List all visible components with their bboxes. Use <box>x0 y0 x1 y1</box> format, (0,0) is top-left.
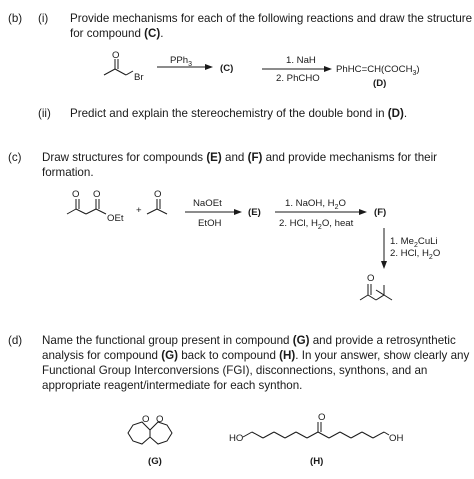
text: for compound <box>70 27 145 40</box>
subscript: 2 <box>334 203 339 211</box>
reagent-phcho: 2. PhCHO <box>276 73 320 84</box>
text: ) <box>416 64 420 75</box>
compound-d-ref: (D) <box>387 107 404 120</box>
compound-f-ref: (F) <box>247 151 263 164</box>
arrow-b1 <box>157 64 213 70</box>
spiroketal-structure <box>128 422 172 444</box>
compound-h-label: (H) <box>310 456 324 467</box>
spiroketal-o1: O <box>142 414 150 425</box>
ketoester-o1: O <box>72 189 80 200</box>
text: PPh <box>170 55 189 66</box>
ketoester-oet: OEt <box>107 213 124 224</box>
acetone-o: O <box>154 189 162 200</box>
subscript: 2 <box>317 223 322 231</box>
diol-ho: HO <box>229 433 244 444</box>
bromoketone-structure <box>104 59 133 75</box>
part-d-question-line3: Functional Group Interconversions (FGI), disconnections, synthons, and an <box>42 364 428 377</box>
spiroketal-o2: O <box>156 414 164 425</box>
text: 1. Me <box>390 236 414 247</box>
part-c-question-line2: formation. <box>42 166 94 179</box>
compound-g-label: (G) <box>148 456 162 467</box>
plus-sign: + <box>136 205 142 216</box>
compound-d-label: (D) <box>373 78 387 89</box>
ketoester-o2: O <box>93 189 101 200</box>
conjugate-addition-product-o: O <box>367 273 375 284</box>
part-c-label: (c) <box>8 151 22 164</box>
bromoketone-o: O <box>112 50 120 61</box>
reagent-naoet: NaOEt <box>193 198 222 209</box>
compound-c-label: (C) <box>220 63 234 74</box>
text: and provide mechanisms for their <box>262 151 438 164</box>
arrow-b2 <box>262 66 332 72</box>
part-d-label: (d) <box>8 334 23 347</box>
text: Name the functional group present in compound <box>42 334 293 347</box>
compound-h-ref: (H) <box>279 349 296 362</box>
subscript: 3 <box>412 69 417 77</box>
text: analysis for compound <box>42 349 162 362</box>
text: back to compound <box>177 349 280 362</box>
conjugate-addition-product-structure <box>360 284 392 300</box>
bromoketone-br: Br <box>134 72 144 83</box>
part-b-ii-label: (ii) <box>38 107 51 120</box>
text: Draw structures for compounds <box>42 151 207 164</box>
text: and <box>221 151 248 164</box>
part-b-i-label: (i) <box>38 12 49 25</box>
reagent-nah: 1. NaH <box>286 55 316 66</box>
text: 1. NaOH, H <box>285 198 335 209</box>
diol-oh: OH <box>389 433 404 444</box>
part-b-label: (b) <box>8 12 23 25</box>
text: 2. HCl, H <box>279 218 318 229</box>
diol-structure <box>243 422 389 438</box>
part-b-i-question-line1: Provide mechanisms for each of the following reactions and draw the structure <box>70 12 473 25</box>
text: O, heat <box>321 218 354 229</box>
arrow-c3 <box>381 228 387 269</box>
text: and provide a retrosynthetic <box>309 334 456 347</box>
reagent-etoh: EtOH <box>198 218 222 229</box>
subscript: 2 <box>414 241 418 249</box>
text: O <box>432 248 441 259</box>
acetone-structure <box>147 199 167 214</box>
subscript: 2 <box>428 253 433 261</box>
compound-e-label: (E) <box>248 207 261 218</box>
text: 2. HCl, H <box>390 248 429 259</box>
arrow-c2 <box>275 209 367 215</box>
text: Predict and explain the stereochemistry of the double bond in <box>70 107 388 120</box>
text: CuLi <box>417 236 438 247</box>
part-d-question-line4: appropriate reagent/intermediate for each synthon. <box>42 379 303 392</box>
compound-g-ref: (G) <box>292 334 310 347</box>
subscript: 3 <box>188 60 193 68</box>
text: O <box>338 198 346 209</box>
text: PhHC=CH(COCH <box>336 64 413 75</box>
ketoester-structure <box>67 199 106 214</box>
compound-c-ref: (C) <box>144 27 161 40</box>
compound-g-ref: (G) <box>161 349 178 362</box>
compound-e-ref: (E) <box>206 151 222 164</box>
text: . <box>160 27 164 40</box>
text: . <box>403 107 408 120</box>
compound-f-label: (F) <box>374 207 387 218</box>
text: . In your answer, show clearly any <box>295 349 470 362</box>
diol-ketone-o: O <box>318 412 326 423</box>
arrow-c1 <box>185 209 242 215</box>
